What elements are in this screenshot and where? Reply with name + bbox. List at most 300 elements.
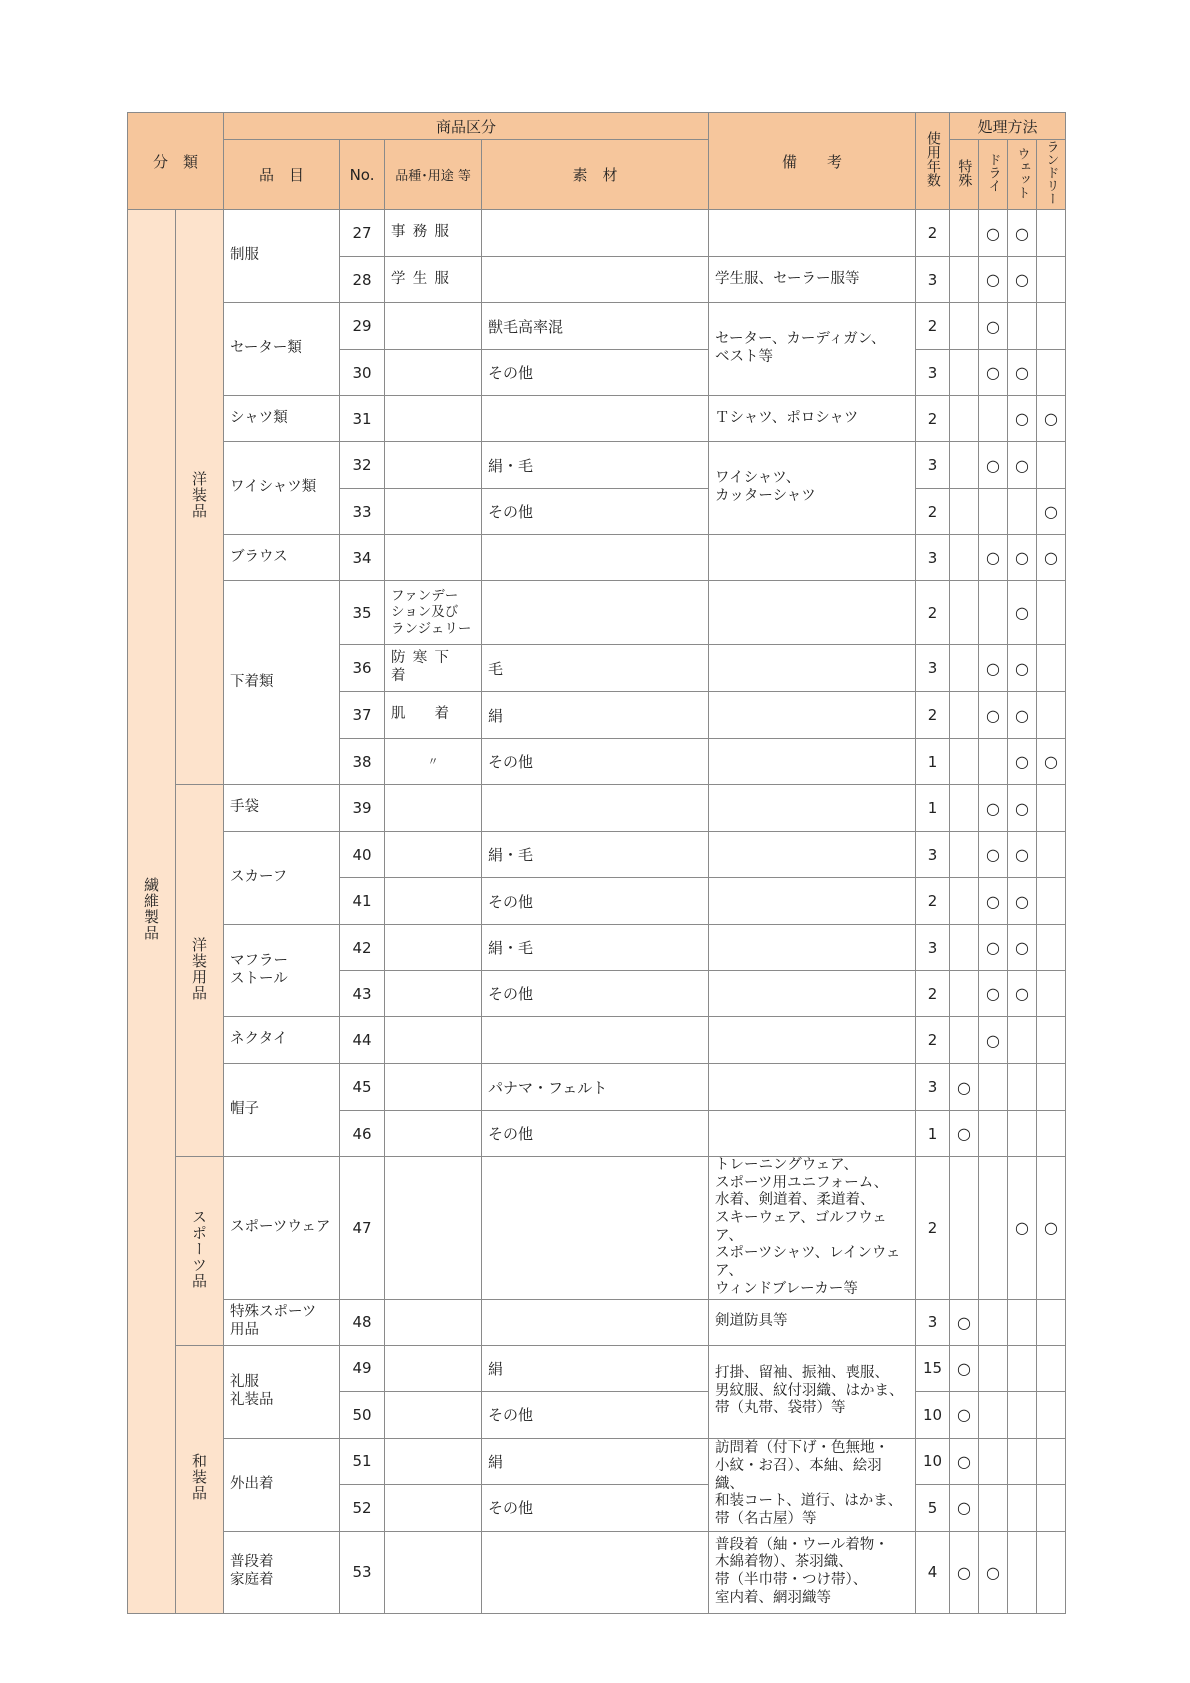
item-remarks bbox=[709, 785, 916, 832]
item-remarks bbox=[709, 1111, 916, 1157]
method-special bbox=[950, 303, 979, 350]
method-dry bbox=[979, 396, 1008, 442]
item-variety bbox=[385, 1531, 482, 1613]
item-name: 普段着 家庭着 bbox=[224, 1531, 340, 1613]
item-variety bbox=[385, 1299, 482, 1345]
item-material bbox=[482, 785, 709, 832]
item-variety: 防寒下着 bbox=[385, 645, 482, 692]
item-variety bbox=[385, 1438, 482, 1484]
header-years: 使用年数 bbox=[924, 131, 941, 187]
years-of-use: 2 bbox=[916, 489, 950, 535]
item-material bbox=[482, 1299, 709, 1345]
item-name: ブラウス bbox=[224, 535, 340, 581]
item-name: 下着類 bbox=[224, 581, 340, 785]
years-of-use: 1 bbox=[916, 1111, 950, 1157]
years-of-use: 2 bbox=[916, 971, 950, 1017]
item-name: マフラー ストール bbox=[224, 925, 340, 1017]
item-material bbox=[482, 1157, 709, 1300]
item-variety: 事務服 bbox=[385, 210, 482, 257]
table-row bbox=[128, 442, 1066, 489]
method-laundry bbox=[1037, 971, 1066, 1017]
method-laundry bbox=[1037, 1484, 1066, 1531]
header-shori: 処理方法 bbox=[950, 113, 1066, 140]
item-variety bbox=[385, 1484, 482, 1531]
method-laundry bbox=[1037, 1438, 1066, 1484]
item-variety bbox=[385, 925, 482, 971]
years-of-use: 2 bbox=[916, 303, 950, 350]
item-variety bbox=[385, 785, 482, 832]
item-number: 39 bbox=[340, 785, 385, 832]
item-remarks: トレーニングウェア、 スポーツ用ユニフォーム、 水着、剣道着、柔道着、 スキーウェア、ゴルフウェア、 スポーツシャツ、レインウェア、 ウィンドブレーカー等 bbox=[709, 1157, 916, 1300]
method-laundry: ○ bbox=[1037, 489, 1066, 535]
item-number: 48 bbox=[340, 1299, 385, 1345]
item-remarks: 打掛、留袖、振袖、喪服、 男紋服、紋付羽織、はかま、 帯（丸帯、袋帯）等 bbox=[709, 1345, 916, 1438]
method-laundry bbox=[1037, 442, 1066, 489]
table-row bbox=[128, 535, 1066, 581]
method-laundry bbox=[1037, 1111, 1066, 1157]
method-dry bbox=[979, 739, 1008, 785]
item-number: 49 bbox=[340, 1345, 385, 1391]
method-dry bbox=[979, 1157, 1008, 1300]
item-number: 36 bbox=[340, 645, 385, 692]
item-material: 獣毛高率混 bbox=[482, 303, 709, 350]
item-number: 46 bbox=[340, 1111, 385, 1157]
years-of-use: 10 bbox=[916, 1391, 950, 1438]
method-wet: ○ bbox=[1008, 832, 1037, 878]
method-dry: ○ bbox=[979, 210, 1008, 257]
item-remarks: 訪問着（付下げ・色無地・ 小紋・お召）、本紬、絵羽織、 和装コート、道行、はかま、 帯（名古屋）等 bbox=[709, 1438, 916, 1531]
years-of-use: 1 bbox=[916, 785, 950, 832]
years-of-use: 3 bbox=[916, 1064, 950, 1111]
item-remarks bbox=[709, 878, 916, 925]
item-name: 礼服 礼装品 bbox=[224, 1345, 340, 1438]
item-number: 42 bbox=[340, 925, 385, 971]
method-special bbox=[950, 971, 979, 1017]
method-laundry bbox=[1037, 1345, 1066, 1391]
method-dry bbox=[979, 1345, 1008, 1391]
years-of-use: 2 bbox=[916, 1017, 950, 1064]
item-name: 外出着 bbox=[224, 1438, 340, 1531]
item-name: スカーフ bbox=[224, 832, 340, 925]
item-remarks bbox=[709, 210, 916, 257]
item-name: 制服 bbox=[224, 210, 340, 303]
method-dry: ○ bbox=[979, 257, 1008, 303]
item-name: 手袋 bbox=[224, 785, 340, 832]
item-number: 30 bbox=[340, 350, 385, 396]
item-material bbox=[482, 257, 709, 303]
method-special bbox=[950, 350, 979, 396]
item-number: 44 bbox=[340, 1017, 385, 1064]
item-variety bbox=[385, 535, 482, 581]
method-laundry bbox=[1037, 645, 1066, 692]
item-variety: ファンデー ション及び ランジェリー bbox=[385, 581, 482, 645]
method-wet bbox=[1008, 1484, 1037, 1531]
item-remarks bbox=[709, 1017, 916, 1064]
item-material: 絹・毛 bbox=[482, 442, 709, 489]
table-row bbox=[128, 1017, 1066, 1064]
method-wet: ○ bbox=[1008, 692, 1037, 739]
header-wet: ウェット bbox=[1014, 146, 1030, 199]
item-variety bbox=[385, 971, 482, 1017]
item-material bbox=[482, 1017, 709, 1064]
method-laundry bbox=[1037, 1299, 1066, 1345]
method-dry bbox=[979, 1299, 1008, 1345]
item-variety: 学生服 bbox=[385, 257, 482, 303]
method-special bbox=[950, 692, 979, 739]
method-wet: ○ bbox=[1008, 350, 1037, 396]
header-shohin-kubun: 商品区分 bbox=[224, 113, 709, 140]
method-wet: ○ bbox=[1008, 535, 1037, 581]
item-remarks bbox=[709, 832, 916, 878]
durability-table bbox=[127, 112, 1066, 1614]
method-wet bbox=[1008, 1438, 1037, 1484]
method-dry: ○ bbox=[979, 832, 1008, 878]
category-l2 bbox=[176, 785, 224, 1157]
category-l1 bbox=[128, 210, 176, 1614]
header-biko: 備 考 bbox=[709, 113, 916, 210]
method-wet: ○ bbox=[1008, 925, 1037, 971]
item-number: 52 bbox=[340, 1484, 385, 1531]
method-wet bbox=[1008, 303, 1037, 350]
method-special bbox=[950, 878, 979, 925]
method-wet bbox=[1008, 1064, 1037, 1111]
method-special bbox=[950, 645, 979, 692]
method-dry: ○ bbox=[979, 785, 1008, 832]
method-wet bbox=[1008, 1017, 1037, 1064]
method-laundry bbox=[1037, 878, 1066, 925]
method-special bbox=[950, 535, 979, 581]
years-of-use: 3 bbox=[916, 535, 950, 581]
method-special: ○ bbox=[950, 1345, 979, 1391]
item-name: スポーツウェア bbox=[224, 1157, 340, 1300]
method-special bbox=[950, 1017, 979, 1064]
header-dry-cell bbox=[979, 140, 1008, 210]
table-row bbox=[128, 925, 1066, 971]
item-remarks: 剣道防具等 bbox=[709, 1299, 916, 1345]
method-wet: ○ bbox=[1008, 878, 1037, 925]
method-wet bbox=[1008, 1299, 1037, 1345]
item-number: 51 bbox=[340, 1438, 385, 1484]
item-material bbox=[482, 1531, 709, 1613]
method-special: ○ bbox=[950, 1438, 979, 1484]
method-special bbox=[950, 257, 979, 303]
method-wet: ○ bbox=[1008, 210, 1037, 257]
item-material: その他 bbox=[482, 1484, 709, 1531]
item-remarks bbox=[709, 1064, 916, 1111]
method-dry bbox=[979, 1438, 1008, 1484]
years-of-use: 1 bbox=[916, 739, 950, 785]
header-tokushu: 特殊 bbox=[956, 158, 973, 187]
method-special: ○ bbox=[950, 1531, 979, 1613]
item-material: 絹・毛 bbox=[482, 832, 709, 878]
method-dry: ○ bbox=[979, 925, 1008, 971]
item-number: 31 bbox=[340, 396, 385, 442]
years-of-use: 2 bbox=[916, 581, 950, 645]
item-remarks bbox=[709, 581, 916, 645]
years-of-use: 2 bbox=[916, 210, 950, 257]
method-laundry bbox=[1037, 257, 1066, 303]
item-variety bbox=[385, 832, 482, 878]
method-dry bbox=[979, 581, 1008, 645]
method-wet bbox=[1008, 1531, 1037, 1613]
years-of-use: 3 bbox=[916, 350, 950, 396]
item-name: 帽子 bbox=[224, 1064, 340, 1157]
method-wet: ○ bbox=[1008, 442, 1037, 489]
item-remarks: セーター、カーディガン、 ベスト等 bbox=[709, 303, 916, 396]
method-special: ○ bbox=[950, 1484, 979, 1531]
table-row bbox=[128, 1157, 1066, 1300]
method-dry: ○ bbox=[979, 535, 1008, 581]
item-material: その他 bbox=[482, 489, 709, 535]
method-wet bbox=[1008, 1345, 1037, 1391]
item-number: 35 bbox=[340, 581, 385, 645]
category-l2 bbox=[176, 1157, 224, 1346]
item-variety bbox=[385, 396, 482, 442]
table-body bbox=[128, 210, 1066, 1614]
method-dry: ○ bbox=[979, 878, 1008, 925]
item-variety bbox=[385, 1345, 482, 1391]
years-of-use: 3 bbox=[916, 1299, 950, 1345]
item-remarks: 普段着（紬・ウール着物・ 木綿着物）、茶羽織、 帯（半巾帯・つけ帯）、 室内着、網羽織等 bbox=[709, 1531, 916, 1613]
table-row bbox=[128, 1531, 1066, 1613]
method-special bbox=[950, 489, 979, 535]
table-row bbox=[128, 1064, 1066, 1111]
item-material: 絹・毛 bbox=[482, 925, 709, 971]
table-row bbox=[128, 1299, 1066, 1345]
method-special bbox=[950, 1157, 979, 1300]
years-of-use: 5 bbox=[916, 1484, 950, 1531]
method-laundry bbox=[1037, 303, 1066, 350]
item-number: 29 bbox=[340, 303, 385, 350]
item-number: 47 bbox=[340, 1157, 385, 1300]
item-remarks: ワイシャツ、 カッターシャツ bbox=[709, 442, 916, 535]
method-special bbox=[950, 210, 979, 257]
method-laundry bbox=[1037, 692, 1066, 739]
years-of-use: 2 bbox=[916, 396, 950, 442]
item-name: シャツ類 bbox=[224, 396, 340, 442]
item-material: 絹 bbox=[482, 692, 709, 739]
item-number: 40 bbox=[340, 832, 385, 878]
method-wet: ○ bbox=[1008, 581, 1037, 645]
method-wet: ○ bbox=[1008, 257, 1037, 303]
method-laundry bbox=[1037, 1064, 1066, 1111]
header-dry: ドライ bbox=[985, 153, 1001, 192]
item-variety bbox=[385, 1064, 482, 1111]
method-dry bbox=[979, 1484, 1008, 1531]
item-material: 毛 bbox=[482, 645, 709, 692]
method-special bbox=[950, 925, 979, 971]
method-laundry bbox=[1037, 785, 1066, 832]
item-variety bbox=[385, 1157, 482, 1300]
category-l2 bbox=[176, 210, 224, 785]
category-l2-label: 洋装品 bbox=[190, 471, 208, 519]
years-of-use: 15 bbox=[916, 1345, 950, 1391]
table-row bbox=[128, 832, 1066, 878]
method-dry: ○ bbox=[979, 1531, 1008, 1613]
item-material: その他 bbox=[482, 1111, 709, 1157]
method-laundry bbox=[1037, 1017, 1066, 1064]
method-dry bbox=[979, 1064, 1008, 1111]
item-number: 53 bbox=[340, 1531, 385, 1613]
method-wet bbox=[1008, 1111, 1037, 1157]
item-variety bbox=[385, 878, 482, 925]
item-variety bbox=[385, 1111, 482, 1157]
method-dry: ○ bbox=[979, 442, 1008, 489]
item-variety bbox=[385, 350, 482, 396]
method-wet: ○ bbox=[1008, 739, 1037, 785]
item-material: パナマ・フェルト bbox=[482, 1064, 709, 1111]
header-hinshu: 品種･用途 等 bbox=[385, 140, 482, 210]
method-wet bbox=[1008, 489, 1037, 535]
table-row bbox=[128, 396, 1066, 442]
method-special: ○ bbox=[950, 1064, 979, 1111]
method-special bbox=[950, 832, 979, 878]
item-number: 43 bbox=[340, 971, 385, 1017]
item-remarks: 学生服、セーラー服等 bbox=[709, 257, 916, 303]
method-special bbox=[950, 442, 979, 489]
header-no: No. bbox=[340, 140, 385, 210]
item-number: 34 bbox=[340, 535, 385, 581]
item-material: 絹 bbox=[482, 1345, 709, 1391]
item-name: セーター類 bbox=[224, 303, 340, 396]
item-material bbox=[482, 396, 709, 442]
table-row bbox=[128, 785, 1066, 832]
method-dry bbox=[979, 1391, 1008, 1438]
method-wet: ○ bbox=[1008, 971, 1037, 1017]
method-dry: ○ bbox=[979, 971, 1008, 1017]
header-wet-cell bbox=[1008, 140, 1037, 210]
method-dry: ○ bbox=[979, 350, 1008, 396]
years-of-use: 3 bbox=[916, 832, 950, 878]
item-material: その他 bbox=[482, 971, 709, 1017]
item-number: 28 bbox=[340, 257, 385, 303]
years-of-use: 3 bbox=[916, 442, 950, 489]
method-dry bbox=[979, 1111, 1008, 1157]
item-variety bbox=[385, 442, 482, 489]
item-name: 特殊スポーツ 用品 bbox=[224, 1299, 340, 1345]
method-special: ○ bbox=[950, 1299, 979, 1345]
item-material bbox=[482, 210, 709, 257]
method-laundry bbox=[1037, 1531, 1066, 1613]
item-material: 絹 bbox=[482, 1438, 709, 1484]
years-of-use: 3 bbox=[916, 257, 950, 303]
item-number: 27 bbox=[340, 210, 385, 257]
item-remarks bbox=[709, 971, 916, 1017]
method-laundry bbox=[1037, 1391, 1066, 1438]
item-variety bbox=[385, 1017, 482, 1064]
item-variety bbox=[385, 303, 482, 350]
method-wet bbox=[1008, 1391, 1037, 1438]
years-of-use: 4 bbox=[916, 1531, 950, 1613]
years-of-use: 3 bbox=[916, 645, 950, 692]
years-of-use: 3 bbox=[916, 925, 950, 971]
category-l2-label: 和装品 bbox=[190, 1453, 208, 1501]
method-wet: ○ bbox=[1008, 396, 1037, 442]
item-number: 32 bbox=[340, 442, 385, 489]
category-l2-label: 洋装用品 bbox=[190, 936, 208, 1001]
method-laundry bbox=[1037, 581, 1066, 645]
item-variety bbox=[385, 489, 482, 535]
category-l2 bbox=[176, 1345, 224, 1613]
method-special bbox=[950, 739, 979, 785]
item-remarks: Ｔシャツ、ポロシャツ bbox=[709, 396, 916, 442]
table-row bbox=[128, 210, 1066, 257]
years-of-use: 2 bbox=[916, 1157, 950, 1300]
method-laundry bbox=[1037, 832, 1066, 878]
method-dry: ○ bbox=[979, 692, 1008, 739]
item-variety: 〃 bbox=[385, 739, 482, 785]
method-special: ○ bbox=[950, 1111, 979, 1157]
item-material: その他 bbox=[482, 878, 709, 925]
item-number: 37 bbox=[340, 692, 385, 739]
item-number: 41 bbox=[340, 878, 385, 925]
header-laundry-cell bbox=[1037, 140, 1066, 210]
method-laundry: ○ bbox=[1037, 739, 1066, 785]
method-dry: ○ bbox=[979, 645, 1008, 692]
item-material: その他 bbox=[482, 350, 709, 396]
item-variety: 肌 着 bbox=[385, 692, 482, 739]
item-material: その他 bbox=[482, 1391, 709, 1438]
item-remarks bbox=[709, 925, 916, 971]
method-wet: ○ bbox=[1008, 1157, 1037, 1300]
years-of-use: 10 bbox=[916, 1438, 950, 1484]
method-laundry bbox=[1037, 210, 1066, 257]
method-wet: ○ bbox=[1008, 785, 1037, 832]
item-name: ネクタイ bbox=[224, 1017, 340, 1064]
method-dry bbox=[979, 489, 1008, 535]
header-bunrui: 分 類 bbox=[128, 113, 224, 210]
table-row bbox=[128, 303, 1066, 350]
table-row bbox=[128, 581, 1066, 645]
item-number: 33 bbox=[340, 489, 385, 535]
item-remarks bbox=[709, 739, 916, 785]
method-special bbox=[950, 785, 979, 832]
header-tokushu-cell bbox=[950, 140, 979, 210]
years-of-use: 2 bbox=[916, 878, 950, 925]
category-l2-label: スポーツ品 bbox=[190, 1208, 208, 1289]
method-dry: ○ bbox=[979, 303, 1008, 350]
item-remarks bbox=[709, 692, 916, 739]
years-of-use: 2 bbox=[916, 692, 950, 739]
header-hinmoku: 品 目 bbox=[224, 140, 340, 210]
method-special bbox=[950, 581, 979, 645]
item-name: ワイシャツ類 bbox=[224, 442, 340, 535]
item-number: 45 bbox=[340, 1064, 385, 1111]
item-remarks bbox=[709, 535, 916, 581]
method-dry: ○ bbox=[979, 1017, 1008, 1064]
method-special: ○ bbox=[950, 1391, 979, 1438]
method-laundry bbox=[1037, 925, 1066, 971]
item-variety bbox=[385, 1391, 482, 1438]
item-number: 50 bbox=[340, 1391, 385, 1438]
method-laundry bbox=[1037, 350, 1066, 396]
table-row bbox=[128, 1345, 1066, 1391]
item-material bbox=[482, 535, 709, 581]
method-special bbox=[950, 396, 979, 442]
header-sozai: 素 材 bbox=[482, 140, 709, 210]
item-number: 38 bbox=[340, 739, 385, 785]
item-material bbox=[482, 581, 709, 645]
method-laundry: ○ bbox=[1037, 535, 1066, 581]
method-laundry: ○ bbox=[1037, 396, 1066, 442]
table-row bbox=[128, 1438, 1066, 1484]
item-material: その他 bbox=[482, 739, 709, 785]
header-years-cell bbox=[916, 113, 950, 210]
method-wet: ○ bbox=[1008, 645, 1037, 692]
method-laundry: ○ bbox=[1037, 1157, 1066, 1300]
item-remarks bbox=[709, 645, 916, 692]
header-laundry: ランドリー bbox=[1043, 140, 1059, 205]
